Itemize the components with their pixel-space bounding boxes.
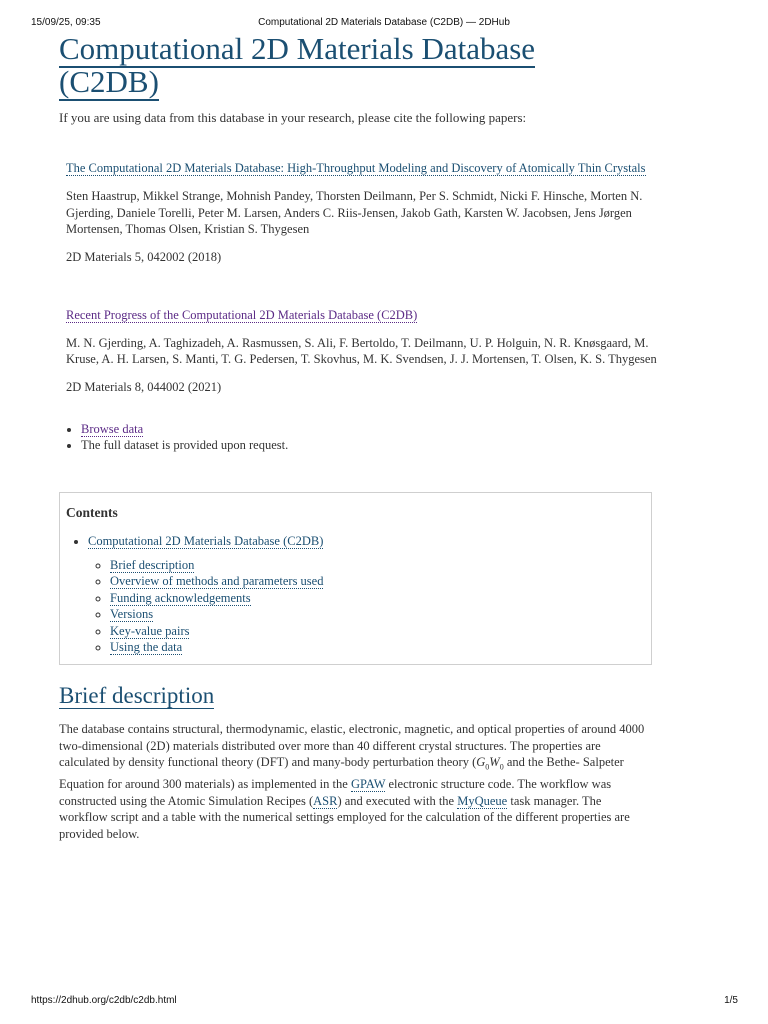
paper-entry <box>66 304 659 396</box>
toc-item <box>110 623 651 640</box>
print-page-title: Computational 2D Materials Database (C2DB) — 2DHub <box>258 17 510 28</box>
brief-description-text: The database contains structural, thermodynamic, elastic, electronic, magnetic, and optical properties of around 4000 two-dimensional (2D) materials distributed over more than 40 different crystal structures. The properties are calculated by density functional theory (DFT) and many-body perturbation theory ($G_0W_0$ and the Bethe- Salpeter Equation for around 300 materials) as implemented in the GPAW electronic structure code. The workflow was constructed using the Atomic Simulation Recipes (ASR) and executed with the MyQueue task manager. The workflow script and a table with the numerical settings employed for the calculation of the different properties are provided below. <box>59 722 645 841</box>
print-header <box>0 17 768 31</box>
toc-link-brief-description[interactable]: Brief description <box>110 557 195 572</box>
myqueue-link[interactable]: MyQueue <box>457 793 508 808</box>
print-url: https://2dhub.org/c2db/c2db.html <box>31 995 177 1006</box>
paper-entry <box>66 157 659 266</box>
paper-authors: M. N. Gjerding, A. Taghizadeh, A. Rasmussen, S. Ali, F. Bertoldo, T. Deilmann, U. P. Holguin, N. R. Knøsgaard, M. Kruse, A. H. Larsen, S. Manti, T. G. Pedersen, T. Skovhus, M. K. Svendsen, J. J. Mortensen, T. Olsen, K. S. Thygesen <box>66 335 657 366</box>
gpaw-link[interactable]: GPAW <box>350 777 386 791</box>
toc-list <box>88 533 651 656</box>
list-item: • The full dataset is provided upon request. <box>81 437 659 453</box>
list-item <box>81 421 659 437</box>
browse-data-link[interactable]: Browse data <box>81 421 144 436</box>
toc-link-using-data[interactable]: Using the data <box>110 640 183 654</box>
page-content <box>59 32 659 453</box>
toc-item <box>110 606 651 623</box>
paper-journal: 2D Materials 8, 044002 (2021) <box>66 379 222 394</box>
toc-sublist <box>110 557 651 656</box>
brief-description-link[interactable]: Brief description <box>59 683 215 708</box>
paper-title-link[interactable]: Recent Progress of the Computational 2D Materials Database (C2DB) <box>66 307 418 322</box>
toc-link-overview-methods[interactable]: Overview of methods and parameters used <box>110 574 324 588</box>
print-datetime: 15/09/25, 09:35 <box>31 17 101 28</box>
toc-item <box>110 639 651 656</box>
table-of-contents <box>59 492 652 665</box>
toc-link-c2db[interactable]: Computational 2D Materials Database (C2DB) <box>88 534 324 548</box>
toc-item <box>110 557 651 574</box>
toc-item <box>88 533 651 656</box>
toc-link-funding[interactable]: Funding acknowledgements <box>110 590 251 605</box>
paper-title-link[interactable]: The Computational 2D Materials Database: High-Throughput Modeling and Discovery of Atomically Thin Crystals <box>66 161 646 175</box>
print-footer <box>0 995 768 1009</box>
paper-journal: 2D Materials 5, 042002 (2018) <box>66 249 222 264</box>
data-links-list <box>81 421 659 453</box>
page-title-link[interactable]: Computational 2D Materials Database (C2DB) <box>59 31 536 99</box>
contents-heading: Contents <box>66 505 118 520</box>
asr-link[interactable]: ASR <box>313 793 338 808</box>
brief-description-heading <box>59 683 214 709</box>
cite-intro: If you are using data from this database in your research, please cite the following papers: <box>59 110 527 125</box>
toc-link-versions[interactable]: Versions <box>110 607 154 621</box>
print-page-number: 1/5 <box>724 995 738 1006</box>
paper-authors: Sten Haastrup, Mikkel Strange, Mohnish Pandey, Thorsten Deilmann, Per S. Schmidt, Nicki F. Hinsche, Morten N. Gjerding, Daniele Torelli, Peter M. Larsen, Anders C. Riis-Jensen, Jakob Gath, Karsten W. Jacobsen, Jens Jørgen Mortensen, Thomas Olsen, Kristian S. Thygesen <box>66 189 643 236</box>
page-title <box>59 32 599 98</box>
toc-link-key-value-pairs[interactable]: Key-value pairs <box>110 623 190 638</box>
toc-item <box>110 590 651 607</box>
toc-item <box>110 573 651 590</box>
